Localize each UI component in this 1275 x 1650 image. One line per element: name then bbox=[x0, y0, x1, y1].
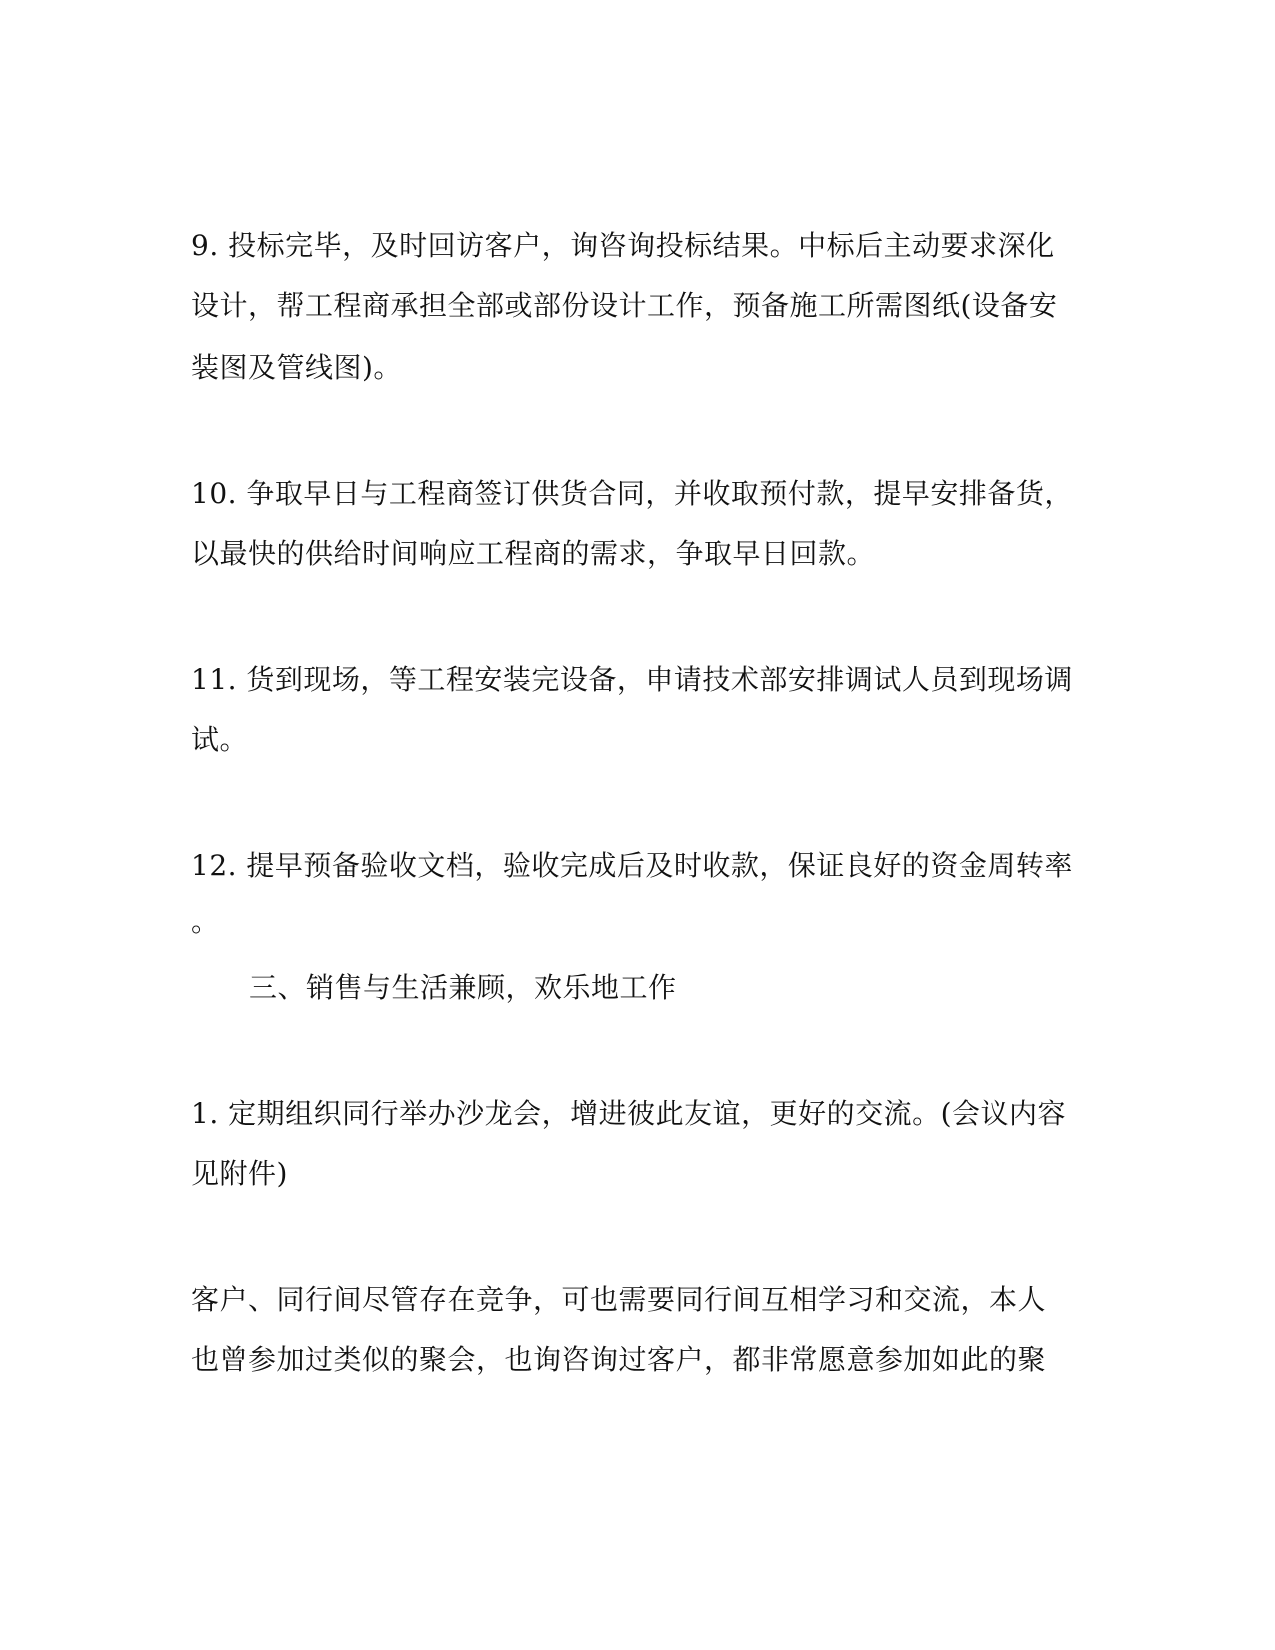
paragraph-line: 也曾参加过类似的聚会，也询咨询过客户，都非常愿意参加如此的聚 bbox=[191, 1343, 1047, 1376]
paragraph-line: 见附件) bbox=[191, 1157, 288, 1190]
paragraph-line: 11. 货到现场，等工程安装完设备，申请技术部安排调试人员到现场调 bbox=[191, 663, 1073, 696]
paragraph-line: 10. 争取早日与工程商签订供货合同，并收取预付款，提早安排备货， bbox=[191, 477, 1073, 510]
paragraph-line: 9. 投标完毕，及时回访客户，询咨询投标结果。中标后主动要求深化 bbox=[191, 229, 1055, 262]
paragraph-line: 设计，帮工程商承担全部或部份设计工作，预备施工所需图纸(设备安 bbox=[191, 289, 1058, 322]
paragraph-line: 装图及管线图)。 bbox=[191, 351, 402, 384]
paragraph-line: 12. 提早预备验收文档，验收完成后及时收款，保证良好的资金周转率 bbox=[191, 849, 1073, 882]
paragraph-line: 以最快的供给时间响应工程商的需求，争取早日回款。 bbox=[191, 537, 876, 570]
paragraph-line: 试。 bbox=[191, 723, 249, 756]
paragraph-line: 1. 定期组织同行举办沙龙会，增进彼此友谊，更好的交流。(会议内容 bbox=[191, 1097, 1067, 1130]
paragraph-line: 客户、同行间尽管存在竞争，可也需要同行间互相学习和交流，本人 bbox=[191, 1283, 1047, 1316]
paragraph-line: 。 bbox=[191, 905, 220, 938]
section-heading: 三、销售与生活兼顾，欢乐地工作 bbox=[249, 971, 677, 1004]
